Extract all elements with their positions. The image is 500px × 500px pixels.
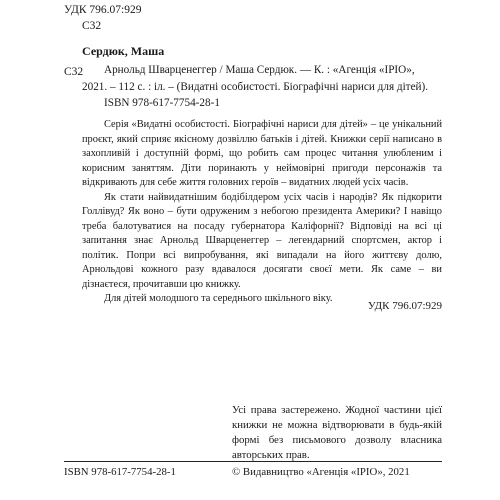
bibliographic-record [82,62,442,112]
entry-code: С32 [64,66,84,78]
author-heading: Сердюк, Маша [82,44,165,58]
annotation [82,118,442,307]
udk-repeat: УДК 796.07:929 [367,300,442,312]
annotation-paragraph: Як стати найвидатнішим бодібілдером усіх часів і народів? Як підкорити Голлівуд? Як воно – бути одруженим з небогою президента Америки? І навіщо треба балотуватися на посаду губернатора Каліфорнії? Відповіді на всі ці запитання знає Арнольд Шварценеггер – легендарний спортсмен, актор і політик. Попри всі випробування, які випадали на його життєву долю, Арнольдові кожного разу вдавалося досягати своєї мети. Як саме – ви дізнаєтеся, прочитавши цю книжку. [82,191,442,290]
rights-notice: Усі права застережено. Жодної частини цієї книжки не можна відтворювати в будь-якій формі без письмового дозволу власника авторських прав. [232,404,442,461]
bibliographic-line-isbn: ISBN 978-617-7754-28-1 [104,97,220,109]
bbk-code-header: С32 [82,20,102,32]
annotation-paragraph: Для дітей молодшого та середнього шкільного віку. [104,293,333,304]
udk-header: УДК 796.07:929 [64,4,142,16]
annotation-paragraph: Серія «Видатні особистості. Біографічні нариси для дітей» – це унікальний проєкт, який сприяє якісному дозвіллю батьків і дітей. Книжки серії написано в захопливій і доступній формі, що робить сам процес читання улюбленим і корисним заняттям. Діти поринають у неймовірні пригоди персонажів та відкривають для себе життя головних героїв – видатних людей усіх часів. [82,119,442,188]
bibliographic-line-imprint: 2021. – 112 с. : іл. – (Видатні особистості. Біографічні нариси для дітей). [82,80,429,93]
footer-copyright: © Видавництво «Агенція «ІРІО», 2021 [232,466,410,478]
bibliographic-line-title: Арнольд Шварценеггер / Маша Сердюк. — К. : «Агенція «ІРІО», [104,64,415,76]
footer-divider [64,461,442,462]
footer-isbn: ISBN 978-617-7754-28-1 [64,466,176,478]
